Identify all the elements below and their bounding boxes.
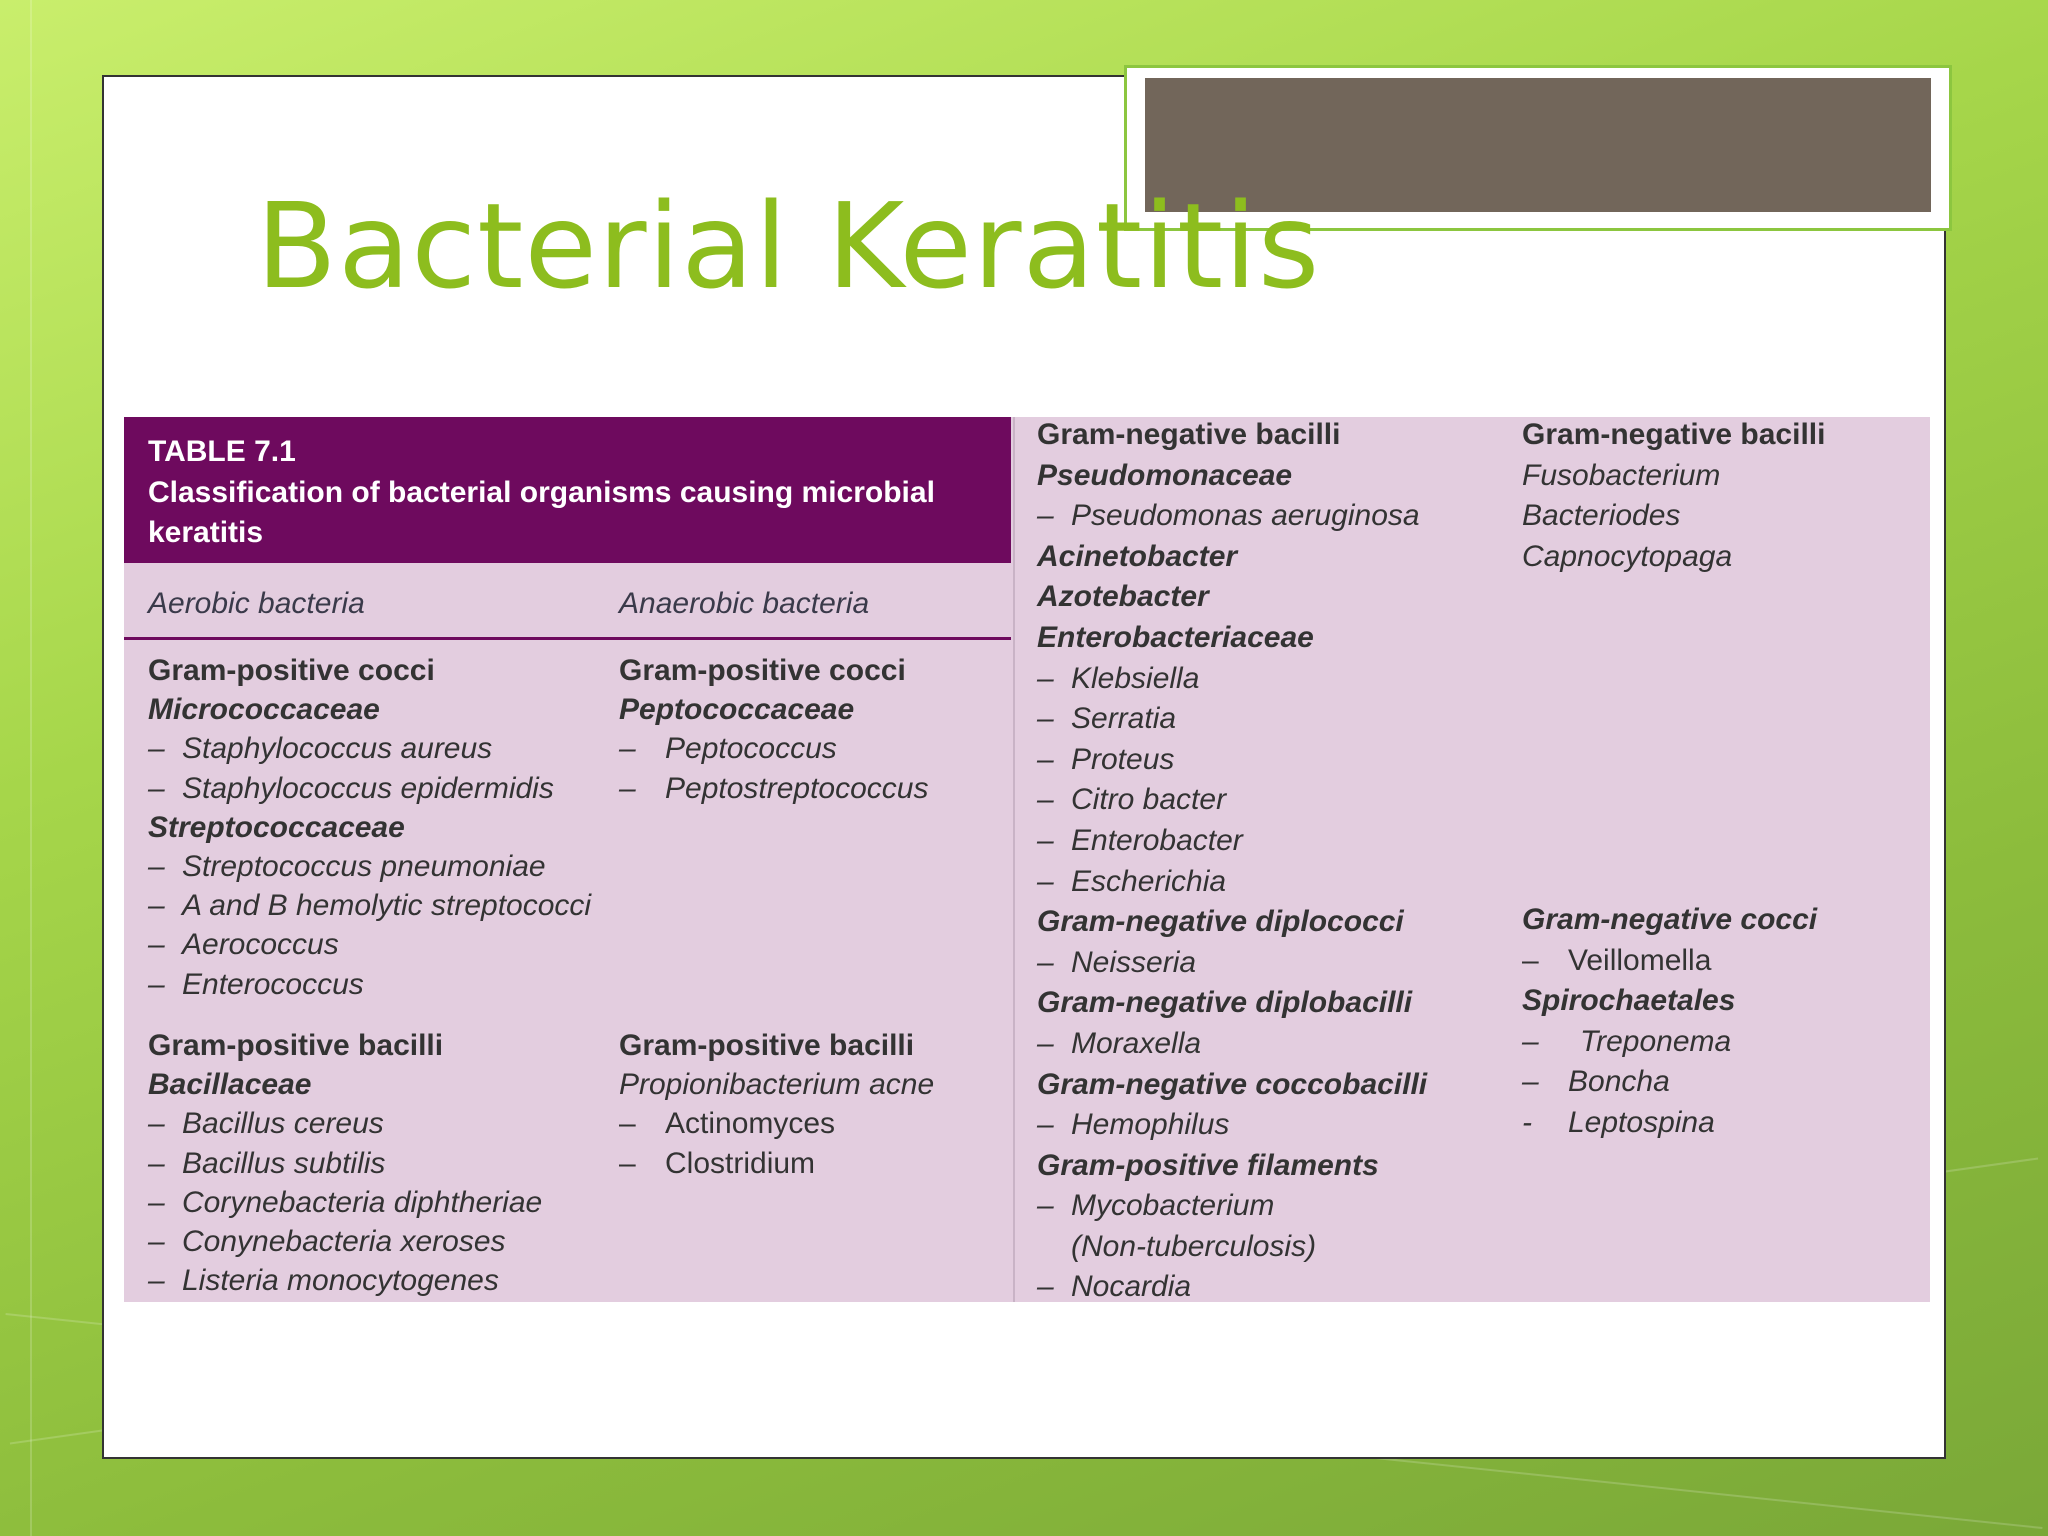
list-item: – Actinomyces bbox=[619, 1107, 836, 1141]
gram-negative-anaerobic-bacilli-group bbox=[1522, 415, 1825, 577]
list-item: – Bacillus subtilis bbox=[148, 1146, 386, 1180]
aerobic-bacilli-group bbox=[148, 1026, 542, 1300]
list-item: – Corynebacteria diphtheriae bbox=[148, 1185, 543, 1219]
family-name: Acinetobacter bbox=[1037, 539, 1238, 573]
family-name: Enterobacteriaceae bbox=[1037, 620, 1314, 654]
slide bbox=[102, 75, 1946, 1459]
list-item: – Proteus bbox=[1037, 742, 1175, 776]
list-item: – Mycobacterium bbox=[1037, 1189, 1275, 1223]
gram-negative-aerobic-group bbox=[1037, 415, 1427, 1308]
family-name: Azotebacter bbox=[1037, 580, 1209, 614]
family-name: Streptococcaceae bbox=[148, 810, 405, 844]
list-item: – Streptococcus pneumoniae bbox=[148, 849, 546, 883]
list-item: – Conynebacteria xeroses bbox=[148, 1224, 506, 1258]
list-item: – Peptococcus bbox=[619, 732, 837, 766]
list-item: – Neisseria bbox=[1037, 945, 1197, 979]
family-name: Spirochaetales bbox=[1522, 984, 1736, 1018]
family-name: Peptococcaceae bbox=[619, 693, 855, 727]
list-item: – Hemophilus bbox=[1037, 1108, 1230, 1142]
header-rule bbox=[124, 637, 1011, 640]
column-header-aerobic: Aerobic bacteria bbox=[148, 587, 365, 620]
list-item: – A and B hemolytic streptococci bbox=[148, 889, 592, 923]
group-heading: Gram-positive cocci bbox=[619, 654, 906, 687]
list-item-note: (Non-tuberculosis) bbox=[1071, 1229, 1317, 1263]
column-header-anaerobic: Anaerobic bacteria bbox=[619, 587, 870, 620]
table-header bbox=[124, 417, 1011, 563]
list-item: Capnocytopaga bbox=[1522, 539, 1733, 573]
list-item: – Aerococcus bbox=[148, 928, 339, 962]
list-item: – Bacillus cereus bbox=[148, 1107, 384, 1141]
group-heading: Gram-positive filaments bbox=[1037, 1148, 1379, 1182]
list-item: Bacteriodes bbox=[1522, 499, 1681, 533]
list-item: – Citro bacter bbox=[1037, 783, 1227, 817]
list-item: – Enterococcus bbox=[148, 967, 364, 1001]
family-name: Pseudomonaceae bbox=[1037, 458, 1293, 492]
list-item: Fusobacterium bbox=[1522, 458, 1721, 492]
list-item: – Listeria monocytogenes bbox=[148, 1264, 499, 1298]
list-item: – Pseudomonas aeruginosa bbox=[1037, 499, 1420, 533]
genus-name: Propionibacterium acne bbox=[619, 1068, 935, 1102]
list-item: – Klebsiella bbox=[1037, 661, 1200, 695]
list-item: – Serratia bbox=[1037, 702, 1177, 736]
table-left-panel bbox=[124, 417, 1011, 1302]
group-heading: Gram-negative bacilli bbox=[1522, 418, 1826, 451]
list-item: – Enterobacter bbox=[1037, 823, 1243, 857]
list-item: – Boncha bbox=[1522, 1065, 1670, 1099]
background-decoration bbox=[30, 0, 32, 1536]
group-heading: Gram-negative bacilli bbox=[1037, 418, 1341, 451]
list-item: – Clostridium bbox=[619, 1146, 816, 1180]
table-number: TABLE 7.1 bbox=[148, 435, 296, 468]
group-heading: Gram-negative coccobacilli bbox=[1037, 1067, 1428, 1101]
table-caption: Classification of bacterial organisms causing microbial keratitis bbox=[148, 476, 935, 549]
list-item: – Moraxella bbox=[1037, 1026, 1202, 1060]
group-heading: Gram-positive bacilli bbox=[148, 1029, 444, 1062]
gram-negative-anaerobic-cocci-group bbox=[1522, 900, 1817, 1144]
list-item: – Escherichia bbox=[1037, 864, 1227, 898]
group-heading: Gram-negative cocci bbox=[1522, 903, 1818, 936]
list-item: – Peptostreptococcus bbox=[619, 771, 929, 805]
list-item: – Staphylococcus epidermidis bbox=[148, 771, 554, 805]
list-item: – Veillomella bbox=[1522, 943, 1712, 977]
table-right-panel bbox=[1013, 417, 1930, 1302]
list-item: – Nocardia bbox=[1037, 1270, 1192, 1304]
anaerobic-bacilli-group bbox=[619, 1026, 934, 1183]
classification-table bbox=[124, 417, 1930, 1302]
group-heading: Gram-positive cocci bbox=[148, 654, 435, 687]
family-name: Bacillaceae bbox=[148, 1068, 312, 1102]
family-name: Micrococcaceae bbox=[148, 693, 380, 727]
list-item: – Treponema bbox=[1522, 1024, 1732, 1058]
group-heading: Gram-negative diplococci bbox=[1037, 905, 1404, 939]
list-item: – Staphylococcus aureus bbox=[148, 732, 493, 766]
aerobic-cocci-group bbox=[148, 651, 591, 1004]
anaerobic-cocci-group bbox=[619, 651, 928, 808]
group-heading: Gram-positive bacilli bbox=[619, 1029, 915, 1062]
list-item: - Leptospina bbox=[1522, 1105, 1715, 1139]
group-heading: Gram-negative diplobacilli bbox=[1037, 986, 1413, 1020]
slide-title: Bacterial Keratitis bbox=[256, 177, 1321, 315]
